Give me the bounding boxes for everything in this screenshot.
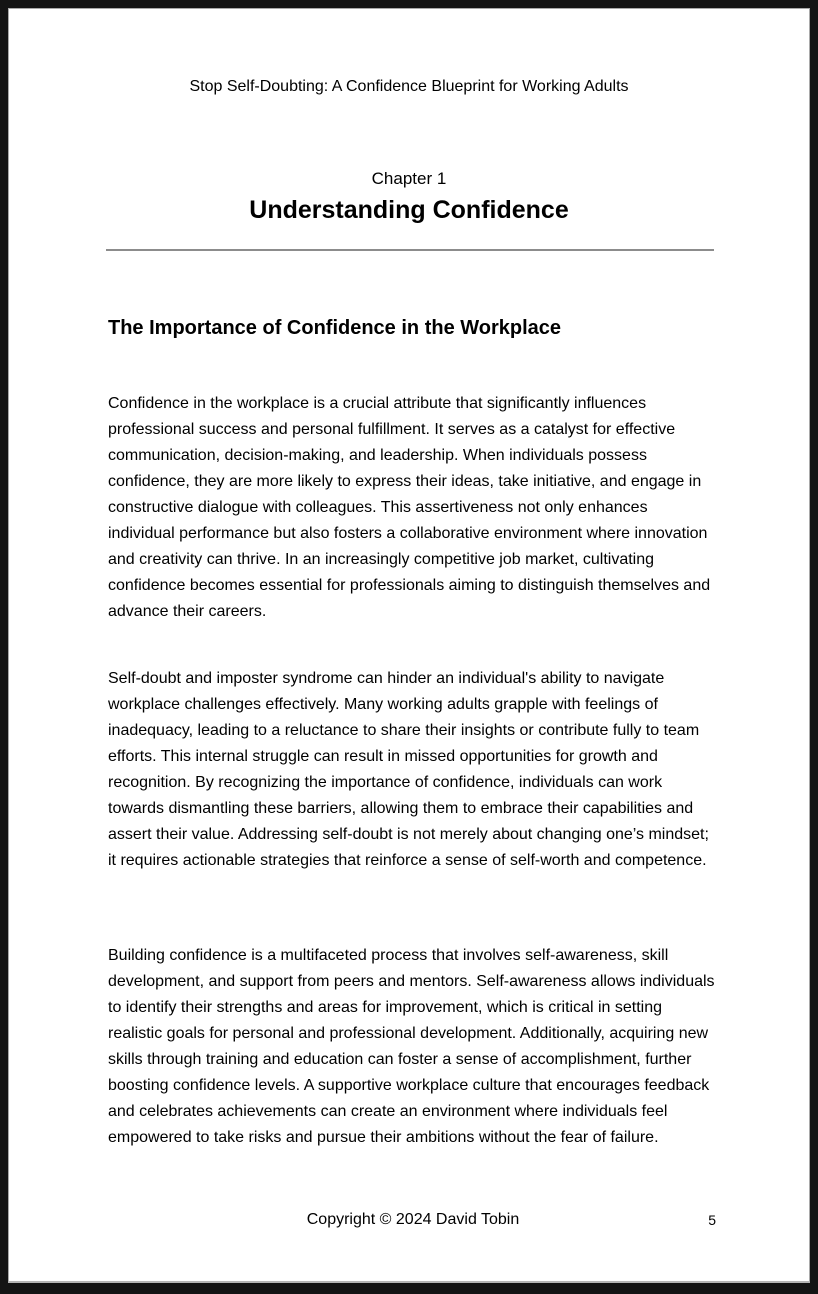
body-paragraph-2: Self-doubt and imposter syndrome can hinder an individual's ability to navigate workplace challenges effectively. Many working adults grapple with feelings of inadequacy, leading to a reluctance to share their insights or contribute fully to team efforts. This internal struggle can result in missed opportunities for growth and recognition. By recognizing the importance of confidence, individuals can work towards dismantling these barriers, allowing them to embrace their capabilities and assert their value. Addressing self-doubt is not merely about changing one’s mindset; it requires actionable strategies that reinforce a sense of self-worth and competence. — [108, 670, 709, 869]
page-number: 5 — [708, 1212, 716, 1228]
divider-rule — [106, 249, 714, 251]
running-header: Stop Self-Doubting: A Confidence Blueprint for Working Adults — [189, 78, 629, 95]
footer-copyright: Copyright © 2024 David Tobin — [306, 1211, 520, 1228]
chapter-label: Chapter 1 — [371, 169, 447, 188]
body-paragraph-3: Building confidence is a multifaceted process that involves self-awareness, skill development, and support from peers and mentors. Self-awareness allows individuals to identify their strengths and areas for improvement, which is critical in setting realistic goals for personal and professional development. Additionally, acquiring new skills through training and education can foster a sense of accomplishment, further boosting confidence levels. A supportive workplace culture that encourages feedback and celebrates achievements can create an environment where individuals feel empowered to take risks and pursue their ambitions without the fear of failure. — [108, 947, 715, 1146]
chapter-title: Understanding Confidence — [249, 196, 569, 224]
body-paragraph-1: Confidence in the workplace is a crucial attribute that significantly influences professional success and personal fulfillment. It serves as a catalyst for effective communication, decision-making, and leadership. When individuals possess confidence, they are more likely to express their ideas, take initiative, and engage in constructive dialogue with colleagues. This assertiveness not only enhances individual performance but also fosters a collaborative environment where innovation and creativity can thrive. In an increasingly competitive job market, cultivating confidence becomes essential for professionals aiming to distinguish themselves and advance their careers. — [108, 395, 711, 620]
document-page — [8, 8, 810, 1283]
page-footer — [108, 1207, 718, 1233]
section-heading: The Importance of Confidence in the Workplace — [108, 317, 562, 339]
